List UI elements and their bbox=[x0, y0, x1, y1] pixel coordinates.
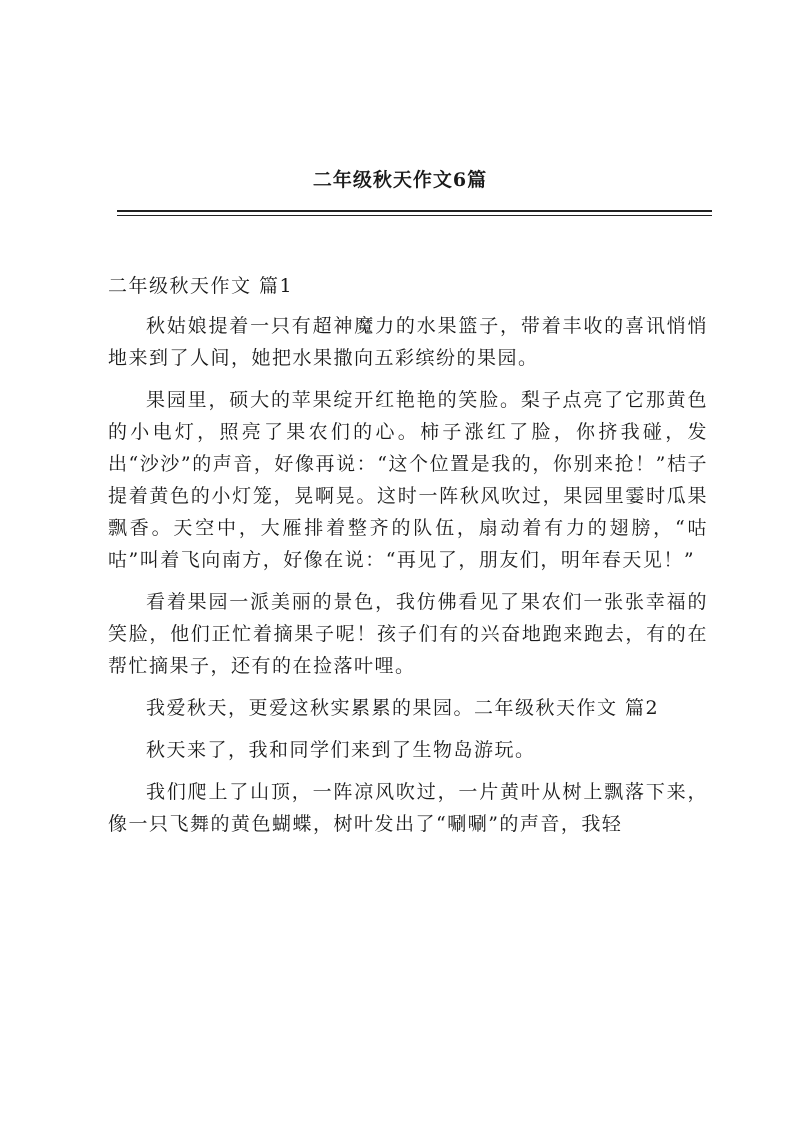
document-body bbox=[108, 270, 708, 850]
title-divider-thin bbox=[117, 215, 712, 216]
paragraph: 我们爬上了山顶，一阵凉风吹过，一片黄叶从树上飘落下来，像一只飞舞的黄色蝴蝶，树叶发出了“唰唰”的声音，我轻 bbox=[108, 781, 708, 835]
paragraph: 果园里，硕大的苹果绽开红艳艳的笑脸。梨子点亮了它那黄色的小电灯，照亮了果农们的心。柿子涨红了脸，你挤我碰，发出“沙沙”的声音，好像再说：“这个位置是我的，你别来抢！”桔子提着黄色的小灯笼，晃啊晃。这时一阵秋风吹过，果园里霎时瓜果飘香。天空中，大雁排着整齐的队伍，扇动着有力的翅膀，“咕咕”叫着飞向南方，好像在说：“再见了，朋友们，明年春天见！” bbox=[108, 389, 708, 571]
document-title: 二年级秋天作文6篇 bbox=[312, 169, 488, 191]
paragraph: 我爱秋天，更爱这秋实累累的果园。二年级秋天作文 篇2 bbox=[146, 697, 660, 719]
paragraph: 看着果园一派美丽的景色，我仿佛看见了果农们一张张幸福的笑脸，他们正忙着摘果子呢！孩子们有的兴奋地跑来跑去，有的在帮忙摘果子，还有的在捡落叶哩。 bbox=[108, 591, 708, 677]
paragraph: 秋姑娘提着一只有超神魔力的水果篮子，带着丰收的喜讯悄悄地来到了人间，她把水果撒向五彩缤纷的果园。 bbox=[108, 315, 708, 369]
section-heading: 二年级秋天作文 篇1 bbox=[108, 275, 294, 297]
title-divider-thick bbox=[117, 210, 712, 212]
paragraph: 秋天来了，我和同学们来到了生物岛游玩。 bbox=[146, 739, 536, 761]
